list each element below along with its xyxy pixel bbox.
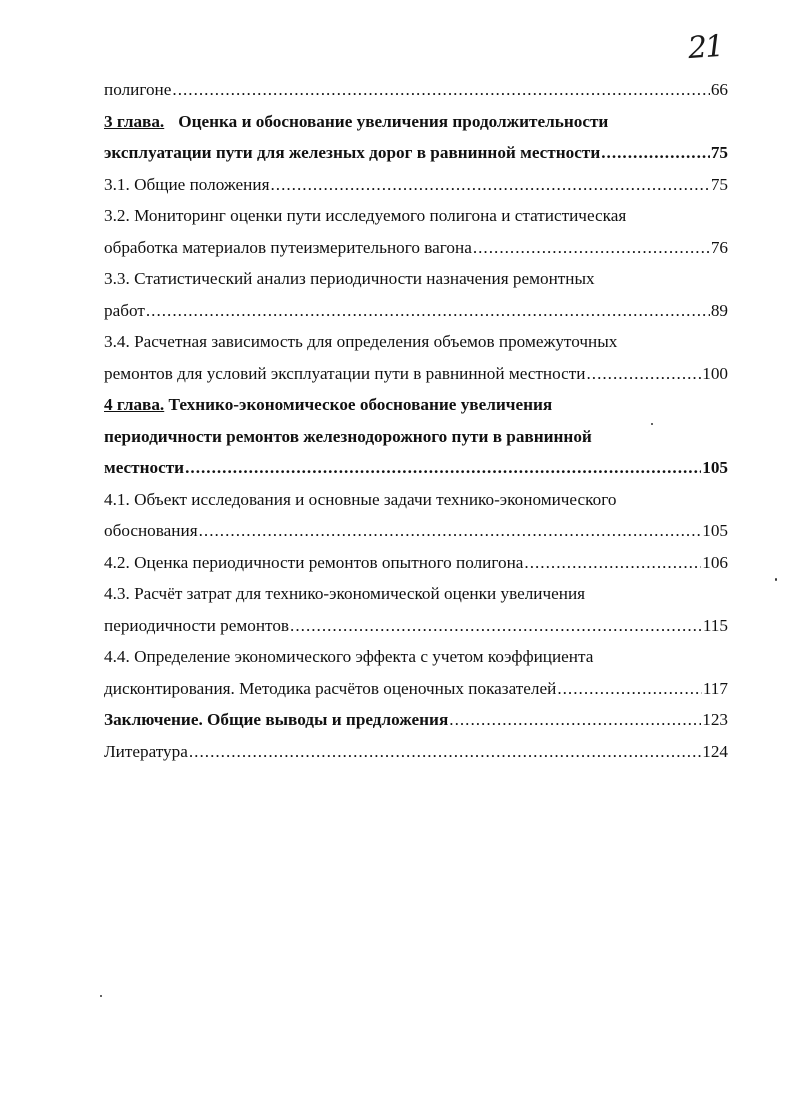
dot-leader: [586, 358, 701, 390]
chapter-title: Оценка и обоснование увеличения продолжительности: [178, 111, 609, 131]
toc-section-3-4: [104, 326, 728, 358]
chapter-title: Технико-экономическое обоснование увеличения: [168, 395, 553, 414]
toc-entry-text: 3.4. Расчетная зависимость для определения объемов промежуточных: [104, 332, 618, 351]
toc-page-number: 66: [710, 80, 728, 99]
toc-section-3-2: [104, 200, 728, 232]
toc-entry-polygon: [104, 74, 728, 106]
toc-conclusion: [104, 704, 728, 736]
dot-leader: [270, 169, 709, 201]
toc-entry-text: Литература: [104, 741, 188, 761]
dot-leader: [146, 295, 710, 327]
dot-leader: [185, 452, 701, 484]
toc-entry-text: работ: [104, 300, 145, 320]
toc-section-4-2: [104, 547, 728, 579]
dot-leader: [189, 736, 701, 768]
toc-chapter-3-heading: [104, 106, 728, 138]
toc-section-4-3: [104, 578, 728, 610]
toc-page-number: 124: [702, 741, 728, 761]
handwritten-page-number: 21: [686, 28, 724, 67]
toc-literature: [104, 736, 728, 768]
chapter-label: 4 глава.: [104, 395, 165, 414]
toc-page-number: 117: [702, 678, 728, 698]
toc-section-4-4: [104, 641, 728, 673]
toc-page-number: 76: [710, 237, 728, 257]
toc-entry-text: ремонтов для условий эксплуатации пути в равнинной местности: [104, 363, 586, 383]
chapter-label: 3 глава.: [104, 111, 165, 131]
scan-speck: [651, 423, 653, 425]
toc-entry-text: дисконтирования. Методика расчётов оценочных показателей: [104, 678, 557, 698]
table-of-contents: [104, 74, 728, 767]
dot-leader: [199, 515, 702, 547]
toc-entry-text: периодичности ремонтов: [104, 615, 290, 635]
dot-leader: [557, 673, 702, 705]
toc-page-number: 100: [702, 363, 728, 383]
toc-chapter-4-heading-cont: [104, 421, 728, 453]
toc-entry-text: 4.1. Объект исследования и основные задачи технико-экономического: [104, 489, 617, 509]
dot-leader: [601, 137, 710, 169]
toc-chapter-4-heading-end: [104, 452, 728, 484]
toc-entry-text: 4.4. Определение экономического эффекта с учетом коэффициента: [104, 647, 594, 666]
dot-leader: [473, 232, 710, 264]
toc-entry-text: полигоне: [104, 80, 172, 99]
dot-leader: [524, 547, 701, 579]
toc-entry-text: 4.2. Оценка периодичности ремонтов опытного полигона: [104, 552, 524, 572]
dot-leader: [172, 74, 709, 106]
toc-page-number: 106: [702, 552, 728, 572]
toc-section-3-3: [104, 263, 728, 295]
chapter-title: местности: [104, 458, 185, 477]
chapter-title: периодичности ремонтов железнодорожного пути в равнинной: [104, 426, 592, 446]
toc-section-4-1: [104, 484, 728, 516]
toc-page-number: 105: [702, 458, 728, 477]
toc-chapter-4-heading: [104, 389, 728, 421]
toc-page-number: 89: [710, 300, 728, 320]
toc-section-4-4-cont: [104, 673, 728, 705]
dot-leader: [290, 610, 702, 642]
toc-entry-text: 3.3. Статистический анализ периодичности назначения ремонтных: [104, 269, 595, 288]
chapter-title: эксплуатации пути для железных дорог в равнинной местности: [104, 143, 601, 162]
toc-entry-text: 4.3. Расчёт затрат для технико-экономической оценки увеличения: [104, 584, 586, 603]
toc-entry-text: обоснования: [104, 521, 198, 540]
toc-page-number: 115: [702, 615, 728, 635]
scan-speck: [100, 995, 102, 997]
toc-page-number: 75: [710, 174, 728, 194]
toc-section-3-3-cont: [104, 295, 728, 327]
toc-entry-text: 3.1. Общие положения: [104, 174, 270, 194]
toc-page-number: 105: [702, 521, 728, 540]
toc-page-number: 123: [702, 710, 728, 729]
toc-section-4-1-cont: [104, 515, 728, 547]
toc-entry-text: Заключение. Общие выводы и предложения: [104, 710, 449, 729]
toc-section-3-4-cont: [104, 358, 728, 390]
toc-chapter-3-heading-cont: [104, 137, 728, 169]
toc-section-3-1: [104, 169, 728, 201]
dot-leader: [449, 704, 701, 736]
toc-page-number: 75: [710, 143, 728, 162]
toc-section-4-3-cont: [104, 610, 728, 642]
toc-entry-text: 3.2. Мониторинг оценки пути исследуемого полигона и статистическая: [104, 206, 627, 225]
toc-entry-text: обработка материалов путеизмерительного вагона: [104, 237, 472, 257]
scan-speck: [775, 578, 777, 581]
toc-section-3-2-cont: [104, 232, 728, 264]
